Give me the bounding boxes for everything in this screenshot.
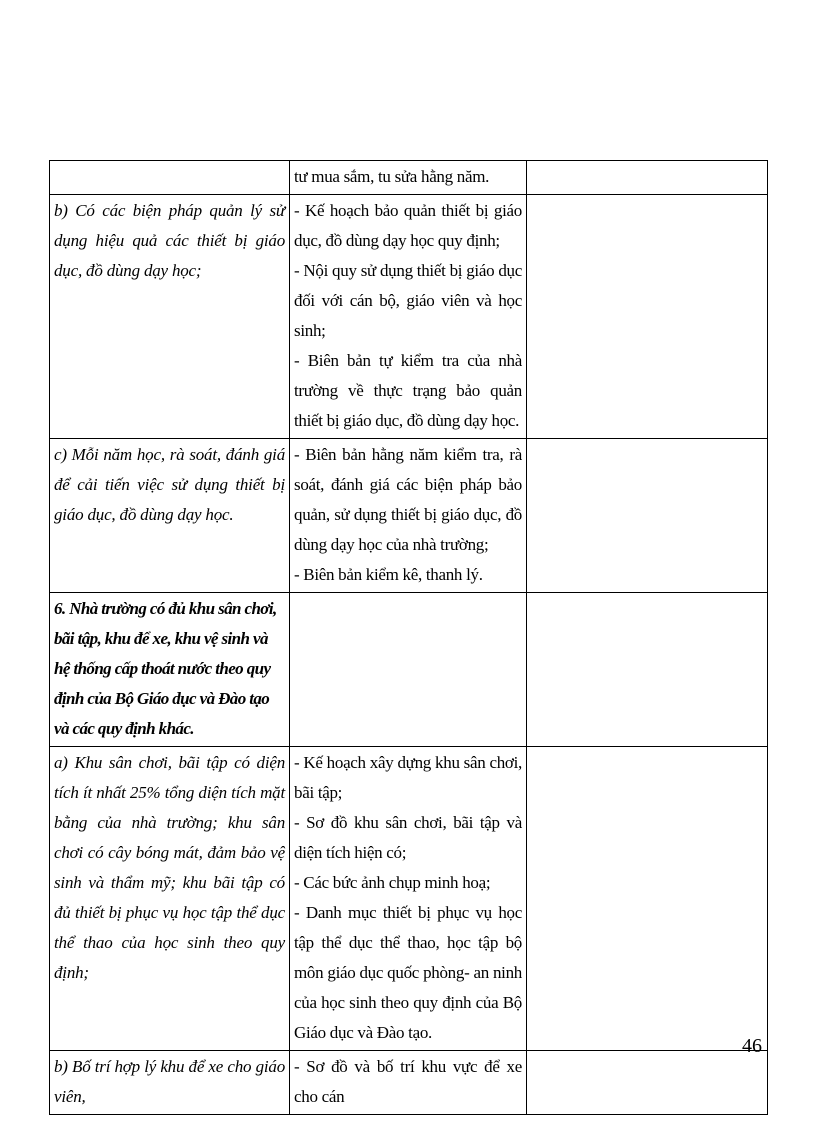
page-number: 46 bbox=[742, 1035, 762, 1057]
table-row bbox=[50, 439, 768, 593]
evidence-cell bbox=[290, 161, 527, 195]
notes-cell bbox=[527, 747, 768, 1051]
notes-cell bbox=[527, 161, 768, 195]
evidence-item: - Biên bản tự kiểm tra của nhà trường về thực trạng bảo quản thiết bị giáo dục, đồ dùng dạy học. bbox=[294, 351, 522, 430]
evidence-item: - Biên bản kiểm kê, thanh lý. bbox=[294, 565, 483, 584]
table-row bbox=[50, 747, 768, 1051]
standard-heading: 6. Nhà trường có đủ khu sân chơi, bãi tập, khu để xe, khu vệ sinh và hệ thống cấp thoát nước theo quy định của Bộ Giáo dục và Đào tạo và các quy định khác. bbox=[50, 593, 290, 747]
criterion-cell: b) Bố trí hợp lý khu để xe cho giáo viên, bbox=[50, 1051, 290, 1115]
criterion-cell: c) Mỗi năm học, rà soát, đánh giá để cải tiến việc sử dụng thiết bị giáo dục, đồ dùng dạy học. bbox=[50, 439, 290, 593]
evidence-cell bbox=[290, 747, 527, 1051]
notes-cell bbox=[527, 593, 768, 747]
evidence-item: - Sơ đồ khu sân chơi, bãi tập và diện tích hiện có; bbox=[294, 813, 522, 862]
evaluation-table bbox=[49, 160, 768, 1115]
evidence-item: - Danh mục thiết bị phục vụ học tập thể dục thể thao, học tập bộ môn giáo dục quốc phòng- an ninh của học sinh theo quy định của Bộ Giáo dục và Đào tạo. bbox=[294, 903, 522, 1042]
criterion-cell: b) Có các biện pháp quản lý sử dụng hiệu quả các thiết bị giáo dục, đồ dùng dạy học; bbox=[50, 195, 290, 439]
evidence-cell bbox=[290, 439, 527, 593]
evidence-item: tư mua sắm, tu sửa hằng năm. bbox=[294, 167, 490, 186]
notes-cell bbox=[527, 1051, 768, 1115]
evidence-cell bbox=[290, 195, 527, 439]
evidence-item: - Biên bản hằng năm kiểm tra, rà soát, đánh giá các biện pháp bảo quản, sử dụng thiết bị giáo dục, đồ dùng dạy học của nhà trường; bbox=[294, 445, 522, 554]
evidence-item: - Sơ đồ và bố trí khu vực để xe cho cán bbox=[294, 1057, 522, 1106]
table-row bbox=[50, 1051, 768, 1115]
table-row bbox=[50, 161, 768, 195]
criterion-cell bbox=[50, 161, 290, 195]
evidence-item: - Các bức ảnh chụp minh hoạ; bbox=[294, 873, 491, 892]
criterion-cell: a) Khu sân chơi, bãi tập có diện tích ít nhất 25% tổng diện tích mặt bằng của nhà trường; khu sân chơi có cây bóng mát, đảm bảo vệ sinh và thẩm mỹ; khu bãi tập có đủ thiết bị phục vụ học tập thể dục thể thao của học sinh theo quy định; bbox=[50, 747, 290, 1051]
evidence-item: - Nội quy sử dụng thiết bị giáo dục đối với cán bộ, giáo viên và học sinh; bbox=[294, 261, 522, 340]
evidence-cell bbox=[290, 593, 527, 747]
table-row bbox=[50, 593, 768, 747]
table-row bbox=[50, 195, 768, 439]
evidence-item: - Kế hoạch bảo quản thiết bị giáo dục, đồ dùng dạy học quy định; bbox=[294, 201, 522, 250]
notes-cell bbox=[527, 195, 768, 439]
evidence-item: - Kế hoạch xây dựng khu sân chơi, bãi tập; bbox=[294, 753, 522, 802]
evidence-cell bbox=[290, 1051, 527, 1115]
notes-cell bbox=[527, 439, 768, 593]
